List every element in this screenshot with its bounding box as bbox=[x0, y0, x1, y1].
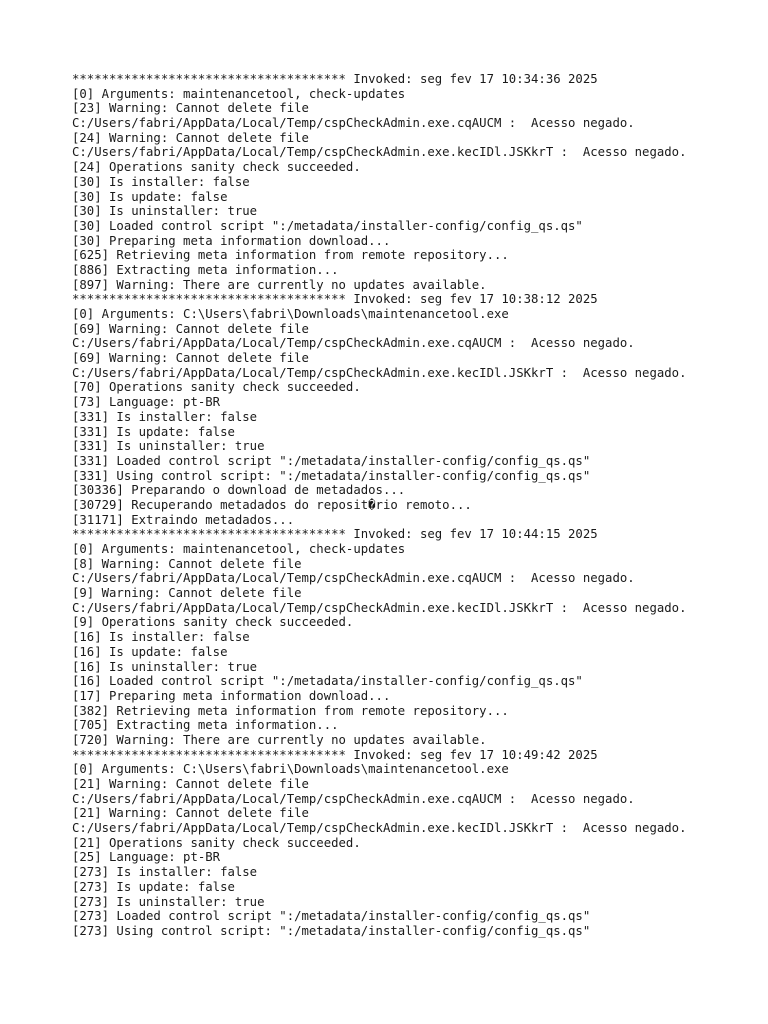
log-line: [0] Arguments: maintenancetool, check-updates bbox=[72, 86, 406, 101]
log-line: [273] Is installer: false bbox=[72, 865, 258, 880]
log-line: [70] Operations sanity check succeeded. bbox=[72, 380, 361, 395]
log-line: [25] Language: pt-BR bbox=[72, 850, 221, 865]
log-line: [0] Arguments: C:\Users\fabri\Downloads\maintenancetool.exe bbox=[72, 762, 509, 777]
log-line: ************************************* Invoked: seg fev 17 10:44:15 2025 bbox=[72, 527, 598, 542]
log-line: C:/Users/fabri/AppData/Local/Temp/cspCheckAdmin.exe.kecIDl.JSKkrT : Acesso negado. bbox=[72, 600, 687, 615]
log-line: [273] Loaded control script ":/metadata/installer-config/config_qs.qs" bbox=[72, 909, 591, 924]
log-line: [16] Is update: false bbox=[72, 644, 228, 659]
log-line: C:/Users/fabri/AppData/Local/Temp/cspCheckAdmin.exe.cqAUCM : Acesso negado. bbox=[72, 571, 635, 586]
log-line: [30] Preparing meta information download... bbox=[72, 233, 391, 248]
log-line: C:/Users/fabri/AppData/Local/Temp/cspCheckAdmin.exe.kecIDl.JSKkrT : Acesso negado. bbox=[72, 145, 687, 160]
log-line: [21] Warning: Cannot delete file bbox=[72, 777, 309, 791]
log-line: [30] Is uninstaller: true bbox=[72, 204, 258, 219]
log-line: [31171] Extraindo metadados... bbox=[72, 512, 295, 527]
log-line: [331] Is update: false bbox=[72, 424, 235, 439]
log-text bbox=[72, 72, 752, 939]
log-line: C:/Users/fabri/AppData/Local/Temp/cspCheckAdmin.exe.kecIDl.JSKkrT : Acesso negado. bbox=[72, 821, 687, 836]
log-line: [21] Warning: Cannot delete file bbox=[72, 806, 309, 821]
log-line: [30] Is update: false bbox=[72, 189, 228, 204]
log-line: [273] Is update: false bbox=[72, 879, 235, 894]
log-line: [30729] Recuperando metadados do reposit�rio remoto... bbox=[72, 497, 472, 512]
log-line: C:/Users/fabri/AppData/Local/Temp/cspCheckAdmin.exe.cqAUCM : Acesso negado. bbox=[72, 791, 635, 806]
log-line: [69] Warning: Cannot delete file bbox=[72, 351, 309, 366]
log-line: [331] Loaded control script ":/metadata/installer-config/config_qs.qs" bbox=[72, 453, 591, 468]
log-line: [30] Loaded control script ":/metadata/installer-config/config_qs.qs" bbox=[72, 218, 583, 233]
log-line: [0] Arguments: maintenancetool, check-updates bbox=[72, 542, 406, 556]
log-line: C:/Users/fabri/AppData/Local/Temp/cspCheckAdmin.exe.kecIDl.JSKkrT : Acesso negado. bbox=[72, 365, 687, 380]
log-line: [24] Warning: Cannot delete file bbox=[72, 130, 309, 145]
log-line: [0] Arguments: C:\Users\fabri\Downloads\maintenancetool.exe bbox=[72, 307, 509, 321]
log-line: [69] Warning: Cannot delete file bbox=[72, 321, 309, 336]
log-line: [625] Retrieving meta information from remote repository... bbox=[72, 248, 509, 263]
log-line: [273] Is uninstaller: true bbox=[72, 894, 265, 909]
log-line: [73] Language: pt-BR bbox=[72, 395, 221, 410]
log-line: C:/Users/fabri/AppData/Local/Temp/cspCheckAdmin.exe.cqAUCM : Acesso negado. bbox=[72, 336, 635, 351]
log-line: ************************************* Invoked: seg fev 17 10:38:12 2025 bbox=[72, 292, 598, 307]
log-line: [897] Warning: There are currently no updates available. bbox=[72, 277, 487, 292]
log-line: [8] Warning: Cannot delete file bbox=[72, 556, 302, 571]
log-line: [21] Operations sanity check succeeded. bbox=[72, 835, 361, 850]
log-line: [17] Preparing meta information download... bbox=[72, 688, 391, 703]
log-line: [30336] Preparando o download de metadados... bbox=[72, 483, 406, 498]
log-line: [23] Warning: Cannot delete file bbox=[72, 101, 309, 116]
log-line: [9] Operations sanity check succeeded. bbox=[72, 615, 354, 630]
log-line: [9] Warning: Cannot delete file bbox=[72, 586, 302, 601]
log-line: [705] Extracting meta information... bbox=[72, 718, 339, 733]
log-line: [16] Loaded control script ":/metadata/installer-config/config_qs.qs" bbox=[72, 674, 583, 689]
log-line: [720] Warning: There are currently no updates available. bbox=[72, 732, 487, 747]
log-line: ************************************* Invoked: seg fev 17 10:49:42 2025 bbox=[72, 747, 598, 762]
log-line: [331] Is uninstaller: true bbox=[72, 439, 265, 454]
log-line: [382] Retrieving meta information from remote repository... bbox=[72, 703, 509, 718]
log-line: [886] Extracting meta information... bbox=[72, 262, 339, 277]
log-line: [331] Is installer: false bbox=[72, 409, 258, 424]
log-line: [24] Operations sanity check succeeded. bbox=[72, 160, 361, 175]
log-line: [30] Is installer: false bbox=[72, 174, 250, 189]
log-line: ************************************* Invoked: seg fev 17 10:34:36 2025 bbox=[72, 72, 598, 86]
log-line: C:/Users/fabri/AppData/Local/Temp/cspCheckAdmin.exe.cqAUCM : Acesso negado. bbox=[72, 116, 635, 131]
log-line: [273] Using control script: ":/metadata/installer-config/config_qs.qs" bbox=[72, 923, 591, 938]
log-line: [16] Is installer: false bbox=[72, 630, 250, 645]
log-line: [331] Using control script: ":/metadata/installer-config/config_qs.qs" bbox=[72, 468, 591, 483]
log-line: [16] Is uninstaller: true bbox=[72, 659, 258, 674]
